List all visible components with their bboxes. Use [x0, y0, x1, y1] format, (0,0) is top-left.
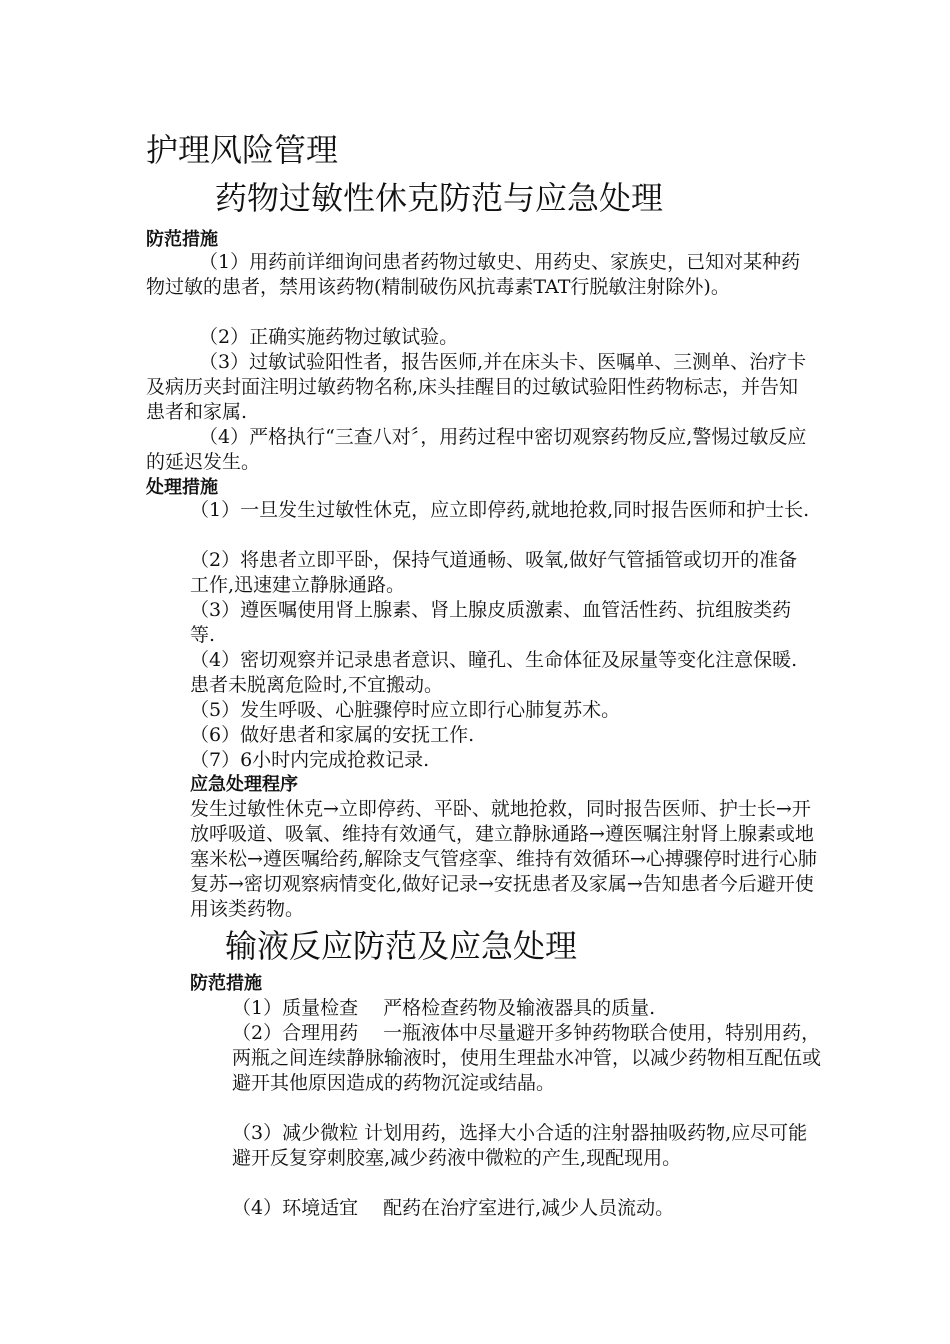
treatment-item-4: （4）密切观察并记录患者意识、瞳孔、生命体征及尿量等变化注意保暖.患者未脱离危险时,不宜搬动。 [190, 649, 798, 696]
procedure-heading: 应急处理程序 [190, 774, 298, 795]
treatment-heading: 处理措施 [146, 477, 218, 498]
treatment-item-1: （1）一旦发生过敏性休克，应立即停药,就地抢救,同时报告医师和护士长. [190, 499, 810, 521]
prevention-item-3: （3）过敏试验阳性者，报告医师,并在床头卡、医嘱单、三测单、治疗卡及病历夹封面注明过敏药物名称,床头挂醒目的过敏试验阳性药物标志，并告知患者和家属. [146, 351, 807, 423]
prevention-heading: 防范措施 [146, 229, 218, 250]
infusion-prevention-item-4: （4）环境适宜 配药在治疗室进行,减少人员流动。 [232, 1197, 675, 1219]
procedure-text: 发生过敏性休克→立即停药、平卧、就地抢救，同时报告医师、护士长→开放呼吸道、吸氧、维持有效通气，建立静脉通路→遵医嘱注射肾上腺素或地塞米松→遵医嘱给药,解除支气管痉挛、维持有效循环→心搏骤停时进行心肺复苏→密切观察病情变化,做好记录→安抚患者及家属→告知患者今后避开使用该类药物。 [190, 798, 817, 920]
infusion-prevention-heading: 防范措施 [190, 973, 262, 994]
infusion-prevention-item-1: （1）质量检查 严格检查药物及输液器具的质量. [232, 997, 656, 1019]
prevention-item-2: （2）正确实施药物过敏试验。 [199, 326, 459, 348]
treatment-item-5: （5）发生呼吸、心脏骤停时应立即行心肺复苏术。 [190, 699, 621, 721]
treatment-item-2: （2）将患者立即平卧，保持气道通畅、吸氧,做好气管插管或切开的准备工作,迅速建立静脉通路。 [190, 549, 798, 596]
prevention-item-4: （4）严格执行“三查八对〞，用药过程中密切观察药物反应,警惕过敏反应的延迟发生。 [146, 426, 807, 473]
treatment-item-3: （3）遵医嘱使用肾上腺素、肾上腺皮质激素、血管活性药、抗组胺类药等. [190, 599, 792, 646]
treatment-item-6: （6）做好患者和家属的安抚工作. [190, 724, 475, 746]
section-title-anaphylaxis: 药物过敏性休克防范与应急处理 [215, 179, 664, 217]
section-title-infusion-reaction: 输液反应防范及应急处理 [225, 927, 578, 965]
prevention-item-1: （1）用药前详细询问患者药物过敏史、用药史、家族史，已知对某种药物过敏的患者，禁用该药物(精制破伤风抗毒素TAT行脱敏注射除外)。 [146, 251, 801, 298]
document-title: 护理风险管理 [146, 131, 339, 169]
infusion-prevention-item-2: （2）合理用药 一瓶液体中尽量避开多钟药物联合使用，特别用药，两瓶之间连续静脉输液时，使用生理盐水冲管，以减少药物相互配伍或避开其他原因造成的药物沉淀或结晶。 [232, 1022, 822, 1094]
treatment-item-7: （7）6小时内完成抢救记录. [190, 749, 430, 771]
infusion-prevention-item-3: （3）减少微粒 计划用药，选择大小合适的注射器抽吸药物,应尽可能避开反复穿刺胶塞,减少药液中微粒的产生,现配现用。 [232, 1122, 808, 1169]
